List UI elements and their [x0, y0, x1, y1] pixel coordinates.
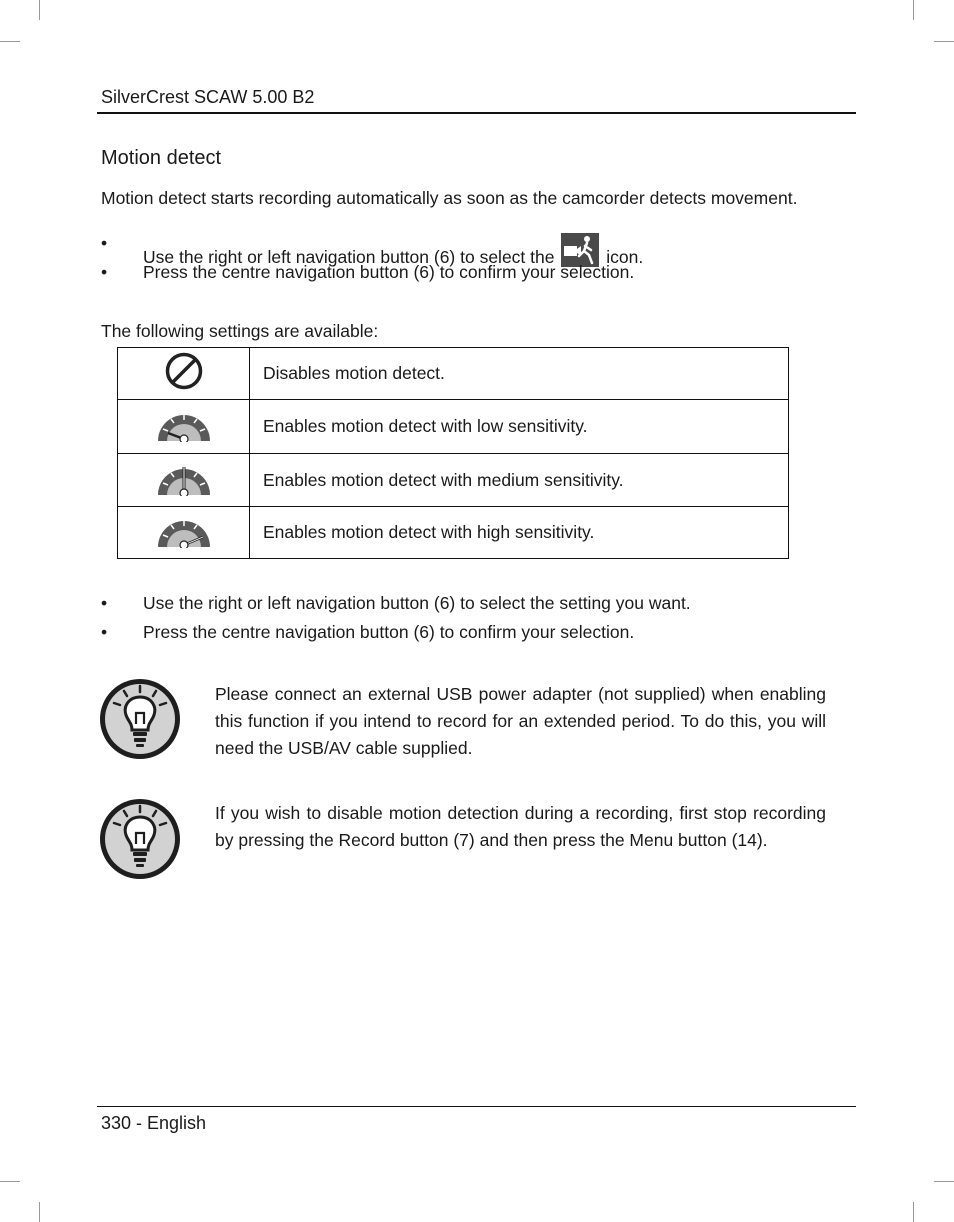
crop-mark — [913, 0, 914, 20]
gauge-high-icon — [156, 532, 212, 552]
crop-mark — [934, 1181, 954, 1182]
gauge-medium-icon — [156, 480, 212, 500]
list-item-text: Press the centre navigation button (6) to confirm your selection. — [143, 262, 635, 282]
crop-mark — [913, 1202, 914, 1222]
crop-mark — [0, 41, 20, 42]
setting-description: Enables motion detect with high sensitivity. — [250, 507, 789, 559]
bullet: • — [101, 262, 108, 282]
no-symbol-icon — [164, 375, 204, 395]
page-header-title: SilverCrest SCAW 5.00 B2 — [101, 87, 315, 107]
table-row — [118, 400, 789, 454]
lightbulb-icon — [98, 797, 184, 888]
crop-mark — [39, 1202, 40, 1222]
page-footer-label: 330 - English — [101, 1113, 207, 1133]
list-item-text: Press the centre navigation button (6) to confirm your selection. — [143, 622, 635, 642]
setting-description: Enables motion detect with medium sensitivity. — [250, 454, 789, 507]
settings-table — [117, 347, 789, 559]
bullet: • — [101, 233, 108, 253]
header-rule — [97, 112, 856, 114]
list-item-text: Use the right or left navigation button (6) to select the — [143, 247, 555, 267]
list-item-text: icon. — [606, 247, 644, 267]
setting-description: Enables motion detect with low sensitivity. — [250, 400, 789, 454]
table-row — [118, 348, 789, 400]
note-text: If you wish to disable motion detection during a recording, first stop recording by pressing the Record button (7) and then press the Menu button (14). — [215, 803, 826, 850]
crop-mark — [934, 41, 954, 42]
section-heading: Motion detect — [101, 147, 222, 169]
lightbulb-icon — [98, 677, 184, 768]
table-row — [118, 454, 789, 507]
setting-description: Disables motion detect. — [250, 348, 789, 400]
bullet: • — [101, 622, 108, 642]
crop-mark — [39, 0, 40, 20]
table-row — [118, 507, 789, 559]
list-item-text: Use the right or left navigation button (6) to select the setting you want. — [143, 593, 691, 613]
note-text: Please connect an external USB power adapter (not supplied) when enabling this function if you intend to record for an extended period. To do this, you will need the USB/AV cable supplied. — [215, 684, 826, 758]
footer-rule — [97, 1106, 856, 1107]
bullet: • — [101, 593, 108, 613]
crop-mark — [0, 1181, 20, 1182]
settings-intro: The following settings are available: — [101, 321, 379, 341]
gauge-low-icon — [156, 426, 212, 446]
intro-paragraph: Motion detect starts recording automatically as soon as the camcorder detects movement. — [101, 188, 798, 208]
